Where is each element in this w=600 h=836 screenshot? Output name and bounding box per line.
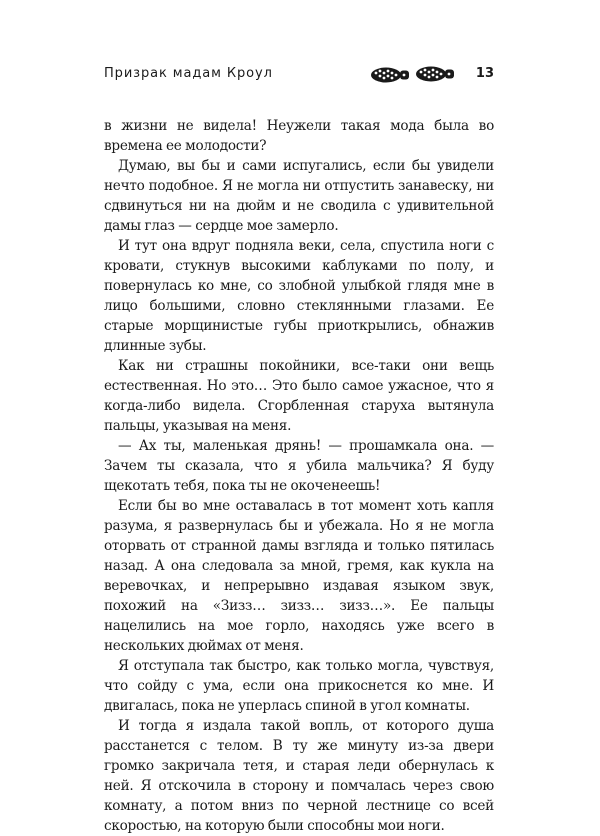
running-title: Призрак мадам Кроул [104,66,273,81]
paragraph: Я отступала так быстро, как только могла, чувствуя, что сойду с ума, если она прикоснется ко мне. И двигалась, пока не уперлась спиной в угол комнаты. [104,658,494,714]
paragraph: И тут она вдруг подняла веки, села, спустила ноги с кровати, стукнув высокими каблуками по полу, и повернулась ко мне, со злобной улыбкой глядя мне в лицо большими, словно стеклянными глазами. Ее старые морщинистые губы приоткрылись, обнажив длинные зубы. [104,238,494,354]
paragraph: И тогда я издала такой вопль, от которого душа расстанется с телом. В ту же минуту из-за двери громко закричала тетя, и старая леди обернулась к ней. Я отскочила в сторону и помчалась через свою комнату, а потом вниз по черной лестнице со всей скоростью, на которую были способны мои ноги. [104,718,494,834]
paragraph: Как ни страшны покойники, все-таки они вещь естественная. Но это… Это было самое ужасное, что я когда-либо видела. Сгорбленная старуха вытянула пальцы, указывая на меня. [104,358,494,434]
page-number: 13 [475,66,494,81]
paragraph: в жизни не видела! Неужели такая мода была во времена ее молодости? [104,118,494,154]
page-header [104,64,494,88]
footprints-icon [369,64,457,86]
paragraph: Думаю, вы бы и сами испугались, если бы увидели нечто подобное. Я не могла ни отпустить занавеску, ни сдвинуться ни на дюйм и не сводила с удивительной дамы глаз — сердце мое замерло. [104,158,494,234]
body-text [104,116,494,836]
paragraph: — Ах ты, маленькая дрянь! — прошамкала она. — Зачем ты сказала, что я убила мальчика? Я буду щекотать тебя, пока ты не окоченеешь! [104,438,494,494]
paragraph: Если бы во мне оставалась в тот момент хоть капля разума, я развернулась бы и убежала. Но я не могла оторвать от странной дамы взгляда и только пятилась назад. А она следовала за мной, гремя, как кукла на веревочках, и непрерывно издавая языком звук, похожий на «Зизз… зизз… зизз…». Ее пальцы нацелились на мое горло, находясь уже всего в нескольких дюймах от меня. [104,498,494,654]
